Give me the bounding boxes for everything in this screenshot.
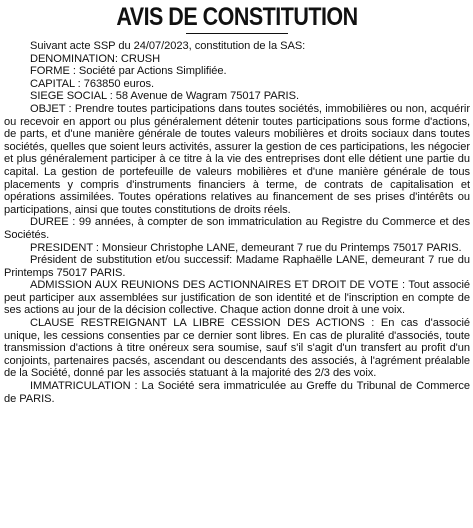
paragraph-capital: CAPITAL : 763850 euros.	[30, 77, 155, 90]
paragraph-registration: IMMATRICULATION : La Société sera immatriculée au Greffe du Tribunal de Commerce de PARIS.	[4, 380, 470, 405]
paragraph-head-office: SIEGE SOCIAL : 58 Avenue de Wagram 75017 PARIS.	[30, 90, 299, 103]
notice-body	[4, 40, 470, 405]
paragraph-president: PRESIDENT : Monsieur Christophe LANE, demeurant 7 rue du Printemps 75017 PARIS.	[30, 241, 462, 254]
title-underline	[186, 33, 288, 34]
paragraph-act: Suivant acte SSP du 24/07/2023, constitution de la SAS:	[30, 40, 306, 52]
paragraph-denomination: DENOMINATION: CRUSH	[30, 52, 161, 65]
paragraph-voting-rights: ADMISSION AUX REUNIONS DES ACTIONNAIRES ET DROIT DE VOTE : Tout associé peut participer aux assemblées sur justification de son identité et de l'inscription en compte de ses actions au jour de la décision collective. Chaque action donne droit à une voix.	[4, 279, 470, 317]
paragraph-object: OBJET : Prendre toutes participations dans toutes sociétés, immobilières ou non, acquérir ou recevoir en apport ou plus généralement détenir toutes participations sous forme d'actions, de parts, et d'une manière générale de toutes valeurs mobilières et droits sociaux dans toutes sociétés, quelles que soient leurs activités, assurer la gestion de ces participations, les négocier et plus généralement participer à ce titre à la vie des entreprises dont elle détient une partie du capital. La gestion de portefeuille de valeurs mobilières et d'une manière générale de tous placements y compris d'instruments financiers à terme, de contrats de capitalisation et opérations assimilées. Toutes opérations relatives au financement de ses prises d'intérêts ou participations, ainsi que toutes constitutions de droits réels.	[4, 102, 470, 216]
paragraph-form: FORME : Société par Actions Simplifiée.	[30, 65, 227, 78]
notice-title: AVIS DE CONSTITUTION	[116, 3, 358, 31]
paragraph-share-transfer: CLAUSE RESTREIGNANT LA LIBRE CESSION DES ACTIONS : En cas d'associé unique, les cessions consenties par ce dernier sont libres. En cas de pluralité d'associés, toute transmission d'actions à titre onéreux sera soumise, sauf s'il s'agit d'un transfert au profit d'un conjoints, partenaires pacsés, ascendant ou descendants des associés, à l'agrément préalable de la Société, donné par les associés statuant à la majorité des 2/3 des voix.	[4, 317, 470, 380]
paragraph-duration: DUREE : 99 années, à compter de son immatriculation au Registre du Commerce et des Sociétés.	[4, 216, 470, 241]
paragraph-substitute-president: Président de substitution et/ou successif: Madame Raphaëlle LANE, demeurant 7 rue du Printemps 75017 PARIS.	[4, 254, 470, 279]
